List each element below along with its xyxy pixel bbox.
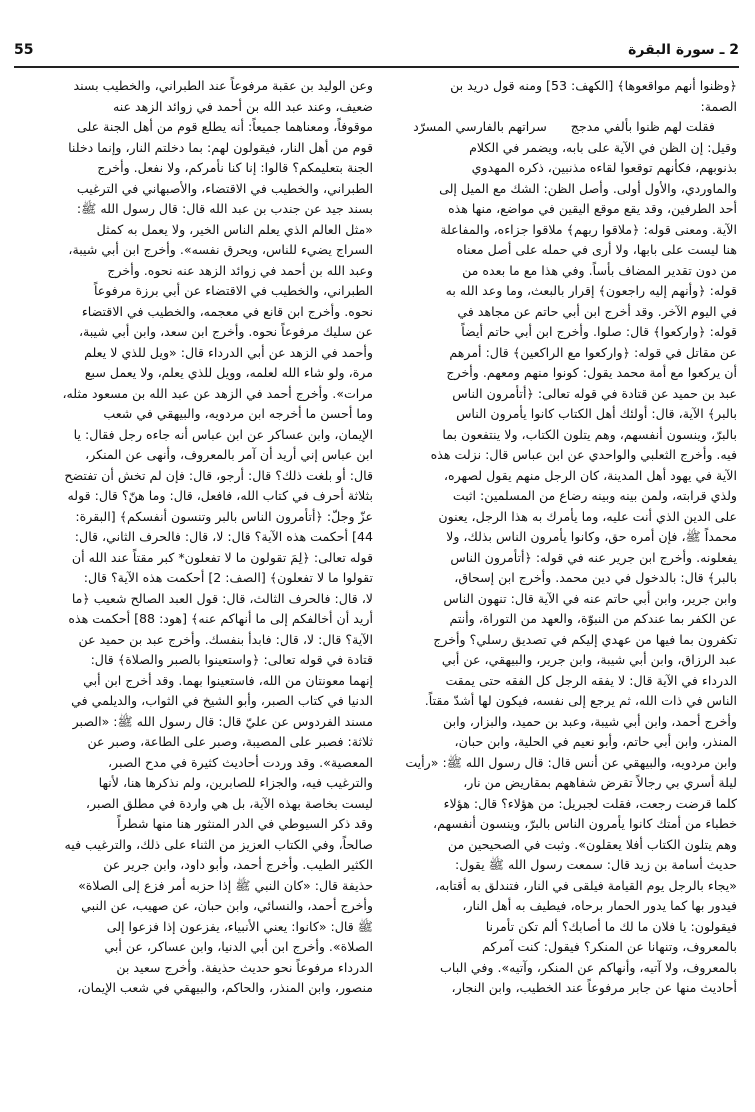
text-line: صالحاً، وفي الكتاب العزيز من الثناء على ذلك، والترغيب فيه xyxy=(64,836,373,852)
text-line: تكفرون بما فيها من عهدي إليكم في تصديق رسلي؟ وأخرج xyxy=(433,631,737,647)
text-line: ثلاثة: فصبر على المصيبة، وصبر على الطاعة، وصبر عن xyxy=(87,734,373,749)
text-line: قوم من أهل النار، فيقولون لهم: بما دخلتم النار، وإنما دخلنا xyxy=(68,139,373,155)
text-line: عزّ وجلّ: ﴿أتأمرون الناس بالبر وتنسون أنفسكم﴾ [البقرة: xyxy=(75,508,373,524)
text-line: وعن الوليد بن عقبة مرفوعاً عند الطبراني، والخطيب بسند xyxy=(73,78,373,93)
header-rule xyxy=(14,66,739,68)
text-line: تقولوا ما لا تفعلون﴾ [الصف: 2] أحكمت هذه الآية؟ قال: xyxy=(83,570,373,585)
text-line: قتادة في قوله تعالى: ﴿واستعينوا بالصبر والصلاة﴾ قال: xyxy=(90,652,373,667)
text-line: وما أحسن ما أخرجه ابن مردويه، والبيهقي في شعب xyxy=(103,406,373,421)
text-line: أحاديث منها عن جابر مرفوعاً عند الخطيب، وابن النجار، xyxy=(451,980,737,995)
text-line: الإيمان، وابن عساكر عن ابن عباس أنه جاءه رجل فقال: يا xyxy=(73,426,373,442)
text-line: عبد بن حميد عن قتادة في قوله تعالى: ﴿أتأمرون الناس xyxy=(452,385,737,401)
text-line: ﴿وظنوا أنهم مواقعوها﴾ [الكهف: 53] ومنه قول دريد بن xyxy=(450,78,737,93)
text-line: الآية في يهود أهل المدينة، كان الرجل منهم يقول لصهره، xyxy=(443,467,737,483)
text-line: قوله: ﴿واركعوا﴾ قال: صلوا. وأخرج ابن أبي حاتم أيضاً xyxy=(461,324,737,339)
text-line: ولذي قرابته، ولمن بينه وبينه رضاع من المسلمين: اثبت xyxy=(452,488,737,503)
text-line: هنا ليست على بابها، ولا أرى في حمله على أصل معناه xyxy=(456,242,737,257)
left-column xyxy=(17,76,373,1106)
text-line: المنذر، وابن أبي حاتم، وأبو نعيم في الحلية، وابن حبان، xyxy=(454,734,737,749)
text-line: بالمعروف، وتنهانا عن المنكر؟ فيقول: كنت آمركم xyxy=(481,939,737,954)
text-line: فيقولون: يا فلان ما لك ما أصابك؟ ألم تكن تأمرنا xyxy=(485,918,737,934)
text-line: ﷺ قال: «كانوا: يعني الأنبياء، يفزعون إذا فزعوا إلى xyxy=(106,918,373,934)
text-line: ليلة أسري بي رجالاً تقرض شفاههم بمقاريض من نار، xyxy=(463,775,737,790)
text-line: بسند جيد عن جندب بن عبد الله قال: قال رسول الله ﷺ: xyxy=(76,201,373,216)
text-line: أحد الطرفين، وقد يقع موقع اليقين في مواضع، منها هذه xyxy=(448,201,737,216)
text-line: الآية. ومعنى قوله: ﴿ملاقوا ربهم﴾ ملاقوا جزاءه، والمفاعلة xyxy=(440,221,737,237)
text-line: أريد أن أخالفكم إلى ما أنهاكم عنه﴾ [هود: 88] أحكمت هذه xyxy=(68,611,373,626)
text-line: منصور، وابن المنذر، والحاكم، والبيهقي في شعب الإيمان، xyxy=(77,980,373,995)
text-line: قوله تعالى: ﴿لِمَ تقولون ما لا تفعلون* كبر مقتاً عند الله أن xyxy=(71,549,373,565)
text-line: وعبد الله بن أحمد في زوائد الزهد عنه نحوه. وأخرج xyxy=(107,262,373,278)
text-line: وقيل: إن الظن في الآية على بابه، ويضمر في الكلام xyxy=(469,139,737,155)
running-title: 2 ـ سورة البقرة xyxy=(628,42,739,58)
text-line: حديث أسامة بن زيد قال: سمعت رسول الله ﷺ يقول: xyxy=(454,857,737,872)
text-line: الصمة: xyxy=(700,98,737,114)
text-line: قوله: ﴿وأنهم إليه راجعون﴾ إقرار بالبعث، وما وعد الله به xyxy=(445,283,737,298)
text-line: عن مقاتل في قوله: ﴿واركعوا مع الراكعين﴾ قال: أمرهم xyxy=(449,344,737,360)
text-line: ليست بخاصة بهذه الآية، بل هي واردة في مطلق الصبر، xyxy=(85,795,373,811)
text-line: عبد الرزاق، وابن أبي شيبة، وابن جرير، والبيهقي، عن أبي xyxy=(441,652,737,667)
text-line: ابن عباس إني أريد أن آمر بالمعروف، وأنهى عن المنكر، xyxy=(85,447,373,462)
poetry-verse xyxy=(391,117,737,138)
text-line: أن يركعوا مع أمة محمد يقول: كونوا منهم ومعهم. وأخرج xyxy=(446,365,737,380)
text-line: الدرداء في الآية قال: لا يفقه الرجل كل الفقه حتى يمقت xyxy=(445,672,737,688)
text-line: لا، قال: فالحرف الثالث، قال: قول العبد الصالح شعيب ﴿ما xyxy=(71,590,373,606)
text-line: مرات». وأخرج أحمد في الزهد عن عبد الله بن مسعود مثله، xyxy=(62,385,373,401)
text-line: السراج يضيء للناس، ويحرق نفسه». وأخرج ابن أبي شيبة، xyxy=(68,242,373,257)
text-line: الناس في ذات الله، ثم يرجع إلى نفسه، فيكون لها أشدّ مقتاً. xyxy=(424,693,737,708)
text-line: كلما قرضت رجعت، فقلت لجبريل: من هؤلاء؟ قال: هؤلاء xyxy=(443,795,737,811)
text-line: إنهما معونتان من الله، فاستعينوا بهما. وقد أخرج ابن أبي xyxy=(83,672,373,688)
text-line: الطبراني، والخطيب في الاقتضاء عن أبي برزة مرفوعاً xyxy=(93,283,373,298)
text-line: فيه. وأخرج الثعلبي والواحدي عن ابن عباس قال: نزلت هذه xyxy=(430,447,737,462)
text-line: وابن جرير، وابن أبي حاتم عنه في الآية قال: تنهون الناس xyxy=(443,590,737,606)
text-line: الطبراني، والخطيب في الاقتضاء، والأصبهاني في الترغيب xyxy=(76,180,373,196)
text-line: والماوردي، والأول أولى. وأصل الظن: الشك مع الميل إلى xyxy=(439,180,737,196)
text-line: المعصية». وقد وردت أحاديث كثيرة في مدح الصبر، xyxy=(107,754,373,770)
text-line: وهم يتلون الكتاب أفلا يعقلون». وثبت في الصحيحين من xyxy=(447,836,737,852)
text-line: وأخرج أحمد، والنسائي، وابن حبان، عن صهيب، عن النبي xyxy=(81,898,373,913)
text-line: نحوه. وأخرج ابن قانع في معجمه، والخطيب في الاقتضاء xyxy=(81,303,373,319)
text-line: قال: أو بلغت ذلك؟ قال: أرجو، قال: فإن لم تخش أن تفتضح xyxy=(64,467,373,483)
text-line: على الدين الذي أنت عليه، وما يأمرك به هذا الرجل، يعنون xyxy=(438,508,737,524)
text-line: خطباء من أمتك كانوا يأمرون الناس بالبرّ، وينسون أنفسهم، xyxy=(433,816,737,831)
text-line: الجنة بتعليمكم؟ قالوا: إنا كنا نأمركم، ولا نفعل. وأخرج xyxy=(97,160,373,175)
text-line: بالبر﴾ قال: بالدخول في دين محمد. وأخرج ابن إسحاق، xyxy=(454,570,737,585)
text-line: عن الكفر بما عندكم من النبوّة، والعهد من التوراة، وأنتم xyxy=(449,611,737,626)
text-line: بالمعروف، ولا آتيه، وأنهاكم عن المنكر، وآتيه». وفي الباب xyxy=(440,959,737,975)
text-line: بذنوبهم، فكأنهم توقعوا لقاءه مذنبين، ذكره المهدوي xyxy=(471,160,737,175)
verse-first-hemistich: فقلت لهم ظنوا بألفي مدجج xyxy=(570,119,715,134)
text-line: «مثل العالم الذي يعلم الناس الخير، ولا يعمل به كمثل xyxy=(96,221,373,237)
text-line: والترغيب فيه، والجزاء للصابرين، ولم نذكرها هنا، لأنها xyxy=(98,775,373,790)
text-line: بثلاثة أحرف في كتاب الله، فافعل، قال: وما هنّ؟ قال: قوله xyxy=(67,488,373,503)
text-line: الآية؟ قال: لا، قال: فابدأ بنفسك. وأخرج عبد بن حميد عن xyxy=(78,631,373,647)
text-line: بالبر﴾ الآية، قال: أولئك أهل الكتاب كانوا يأمرون الناس xyxy=(456,406,737,421)
text-line: وأخرج أحمد، وابن أبي شيبة، وعبد بن حميد، والبزار، وابن xyxy=(443,713,737,729)
text-line: محمداً ﷺ، فإن أمره حق، وكانوا يأمرون الناس بذلك، ولا xyxy=(446,529,737,544)
text-line: 44] أحكمت هذه الآية؟ قال: لا، قال: فالحرف الثاني، قال: xyxy=(74,529,373,544)
text-line: حذيفة قال: «كان النبي ﷺ إذا حزبه أمر فزع إلى الصلاة» xyxy=(78,877,373,893)
verse-second-hemistich: سراتهم بالفارسي المسرّد xyxy=(413,119,547,134)
text-line: مرة، ولو شاء الله لعلمه، وويل للذي يعلم، ولا يعمل سبع xyxy=(84,365,373,380)
text-line: من دون تقدير المضاف بأساً. وفي هذا مع ما بعده من xyxy=(462,262,737,278)
text-line: فيدور بها كما يدور الحمار برحاه، فيطيف به أهل النار، xyxy=(462,898,737,913)
page-header xyxy=(14,42,739,64)
text-line: وابن مردويه، والبيهقي عن أنس قال: قال رسول الله ﷺ: «رأيت xyxy=(405,754,737,770)
text-line: ضعيف، وعند عبد الله بن أحمد في زوائد الزهد عنه xyxy=(112,98,373,114)
text-line: الدرداء مرفوعاً نحو حديث حذيفة. وأخرج سعيد بن xyxy=(116,959,373,975)
text-line: الصلاة». وأخرج ابن أبي الدنيا، وابن عساكر، عن أبي xyxy=(104,939,373,954)
text-line: موقوفاً، ومعناهما جميعاً: أنه يطلع قوم من أهل الجنة على xyxy=(76,119,373,134)
right-column xyxy=(391,76,737,1106)
text-line: الكثير الطيب. وأخرج أحمد، وأبو داود، وابن جرير عن xyxy=(103,857,373,872)
text-line: في اليوم الآخر. وقد أخرج ابن أبي حاتم عن مجاهد في xyxy=(457,303,737,319)
text-line: وأحمد في الزهد عن أبي الدرداء قال: «ويل للذي لا يعلم xyxy=(84,344,373,360)
text-line: «يجاء بالرجل يوم القيامة فيلقى في النار، فتندلق به أقتابه، xyxy=(434,877,737,893)
page-number: 55 xyxy=(14,42,34,58)
text-line: مسند الفردوس عن عليّ قال: قال رسول الله ﷺ: «الصبر xyxy=(72,713,373,729)
text-line: وقد ذكر السيوطي في الدر المنثور هنا منها شطراً xyxy=(117,816,373,831)
text-line: عن سليك مرفوعاً نحوه. وأخرج ابن سعد، وابن أبي شيبة، xyxy=(78,324,373,339)
text-line: بالبرّ، وينسون أنفسهم، وهم يتلون الكتاب، ولا ينتفعون بما xyxy=(442,426,737,442)
text-line: يفعلونه. وأخرج ابن جرير عنه في قوله: ﴿أتأمرون الناس xyxy=(450,549,737,565)
text-line: الدنيا في كتاب الصبر، وأبو الشيخ في الثواب، والديلمي في xyxy=(71,693,373,708)
